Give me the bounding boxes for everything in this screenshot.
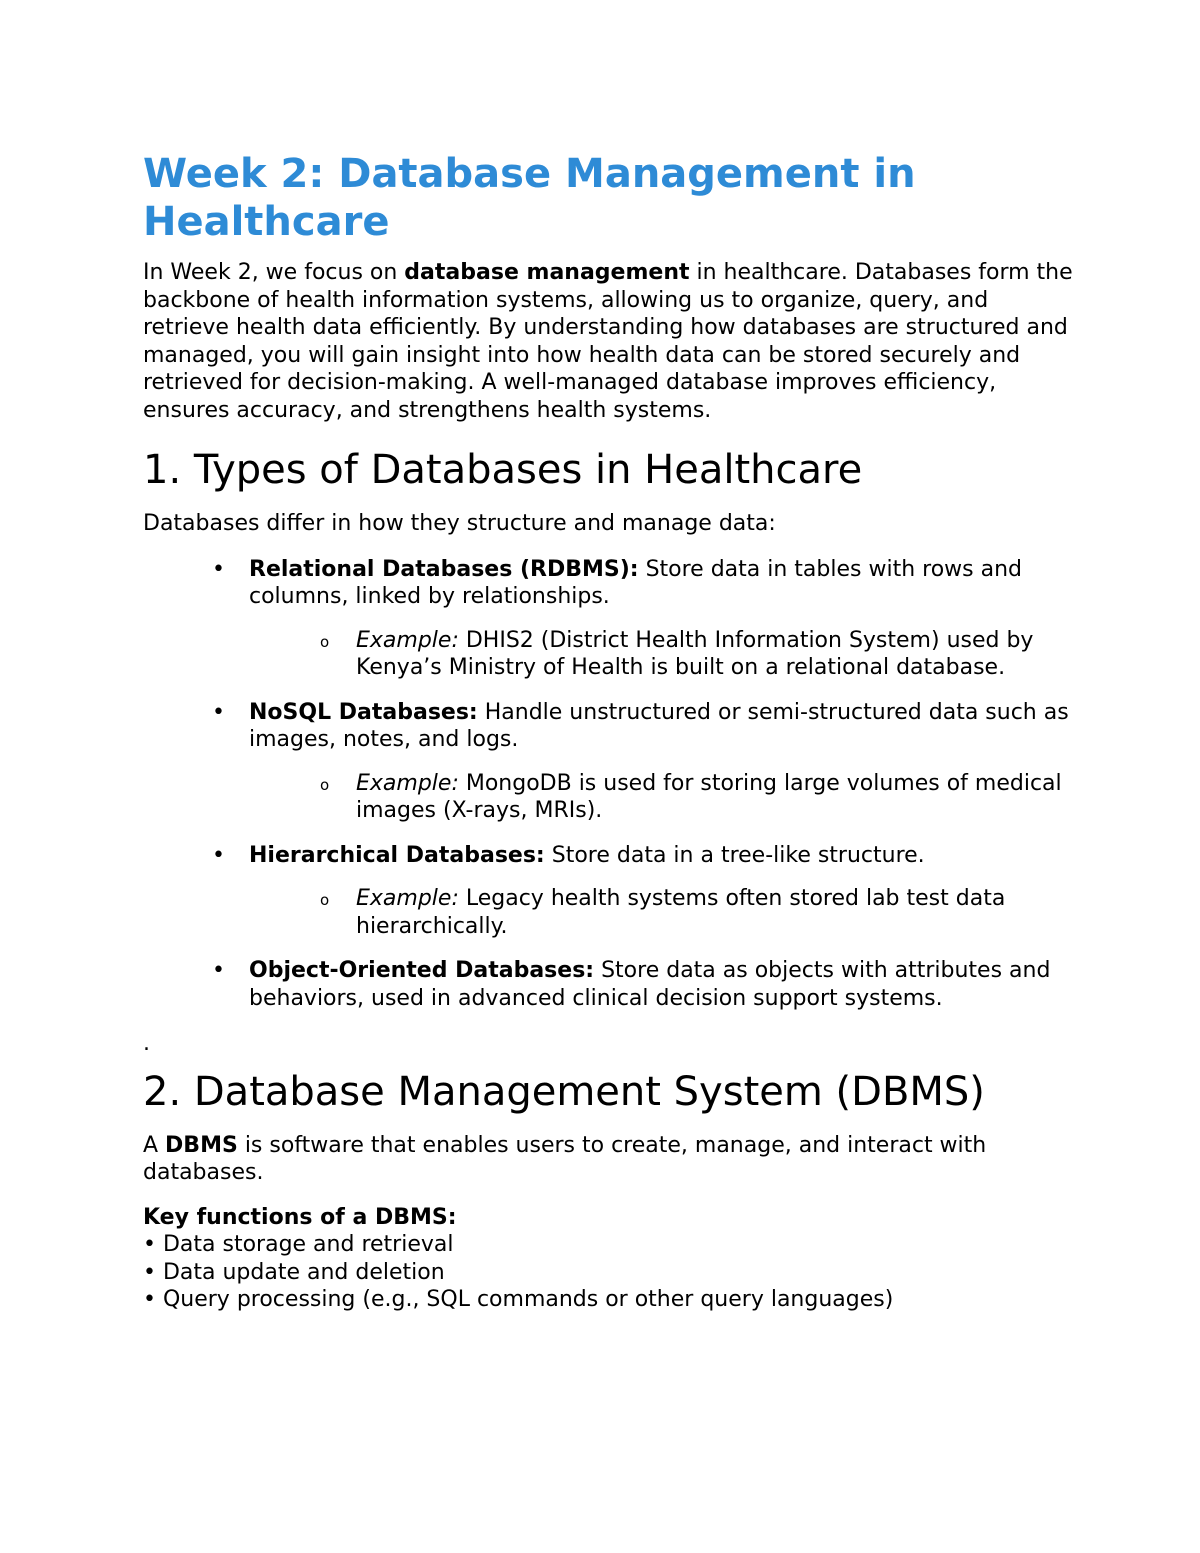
bullet-icon: • bbox=[212, 958, 225, 983]
list-item-label: Hierarchical Databases: bbox=[249, 842, 545, 868]
list-item-text: Store data in a tree-like structure. bbox=[544, 842, 925, 868]
section1-heading: 1. Types of Databases in Healthcare bbox=[143, 447, 863, 493]
document-title: Week 2: Database Management in Healthcare bbox=[143, 151, 916, 245]
function-item: • Query processing (e.g., SQL commands or other query languages) bbox=[143, 1287, 894, 1312]
list-item bbox=[143, 957, 1073, 1012]
sub-bullet-icon: o bbox=[320, 891, 330, 909]
example-text: MongoDB is used for storing large volumes of medical images (X-rays, MRIs). bbox=[356, 770, 1062, 823]
function-item: • Data update and deletion bbox=[143, 1259, 445, 1285]
bullet-icon: • bbox=[212, 699, 225, 725]
list-item-text: Store data in tables with rows and columns, linked by relationships. bbox=[249, 556, 1023, 609]
example-text: Legacy health systems often stored lab test data hierarchically. bbox=[356, 886, 1006, 939]
section2-heading: 2. Database Management System (DBMS) bbox=[143, 1068, 985, 1115]
def-bold-term: DBMS bbox=[165, 1132, 238, 1158]
list-item-label: Object-Oriented Databases: bbox=[249, 958, 595, 983]
list-item-text: Handle unstructured or semi-structured data such as images, notes, and logs. bbox=[249, 699, 1069, 752]
dbms-definition bbox=[143, 1132, 1073, 1187]
example-label: Example: bbox=[356, 886, 459, 911]
list-item-label: NoSQL Databases: bbox=[249, 699, 478, 725]
bullet-icon: • bbox=[212, 556, 225, 582]
sub-bullet-icon: o bbox=[320, 632, 330, 651]
bullet-icon: • bbox=[212, 842, 225, 868]
example-label: Example: bbox=[356, 770, 459, 796]
trailing-period: . bbox=[143, 1031, 150, 1056]
key-functions-label: Key functions of a DBMS: bbox=[143, 1204, 457, 1230]
sub-list-item bbox=[143, 770, 1073, 825]
example-text: DHIS2 (District Health Information System) used by Kenya’s Ministry of Health is built on a relational database. bbox=[356, 627, 1034, 680]
database-types-list bbox=[143, 556, 1073, 1013]
intro-suffix: in healthcare. Databases form the backbone of health information systems, allowing us to organize, query, and retrieve health data efficiently. By understanding how databases are structured and managed, you will gain insight into how health data can be stored securely and retrieved for decision-making. A well-managed database improves efficiency, ensures accuracy, and strengthens health systems. bbox=[143, 260, 1073, 423]
key-functions-heading bbox=[143, 1204, 1073, 1232]
function-item: • Data storage and retrieval bbox=[143, 1232, 454, 1257]
intro-prefix: In Week 2, we focus on bbox=[143, 260, 405, 285]
list-item bbox=[143, 842, 1073, 870]
list-item-text: Store data as objects with attributes and behaviors, used in advanced clinical decision support systems. bbox=[249, 958, 1051, 1011]
key-functions-list bbox=[143, 1231, 1073, 1314]
intro-paragraph bbox=[143, 259, 1073, 424]
list-item-label: Relational Databases (RDBMS): bbox=[249, 556, 639, 582]
sub-bullet-icon: o bbox=[320, 775, 330, 794]
document-page bbox=[143, 150, 1073, 1314]
list-item bbox=[143, 556, 1073, 611]
example-label: Example: bbox=[356, 627, 459, 653]
def-prefix: A bbox=[143, 1132, 166, 1158]
list-item bbox=[143, 699, 1073, 754]
sub-list-item bbox=[143, 885, 1073, 940]
sub-list-item bbox=[143, 627, 1073, 682]
def-suffix: is software that enables users to create, manage, and interact with databases. bbox=[143, 1132, 987, 1185]
intro-bold-term: database management bbox=[404, 260, 690, 285]
section1-lead: Databases differ in how they structure and manage data: bbox=[143, 511, 776, 536]
